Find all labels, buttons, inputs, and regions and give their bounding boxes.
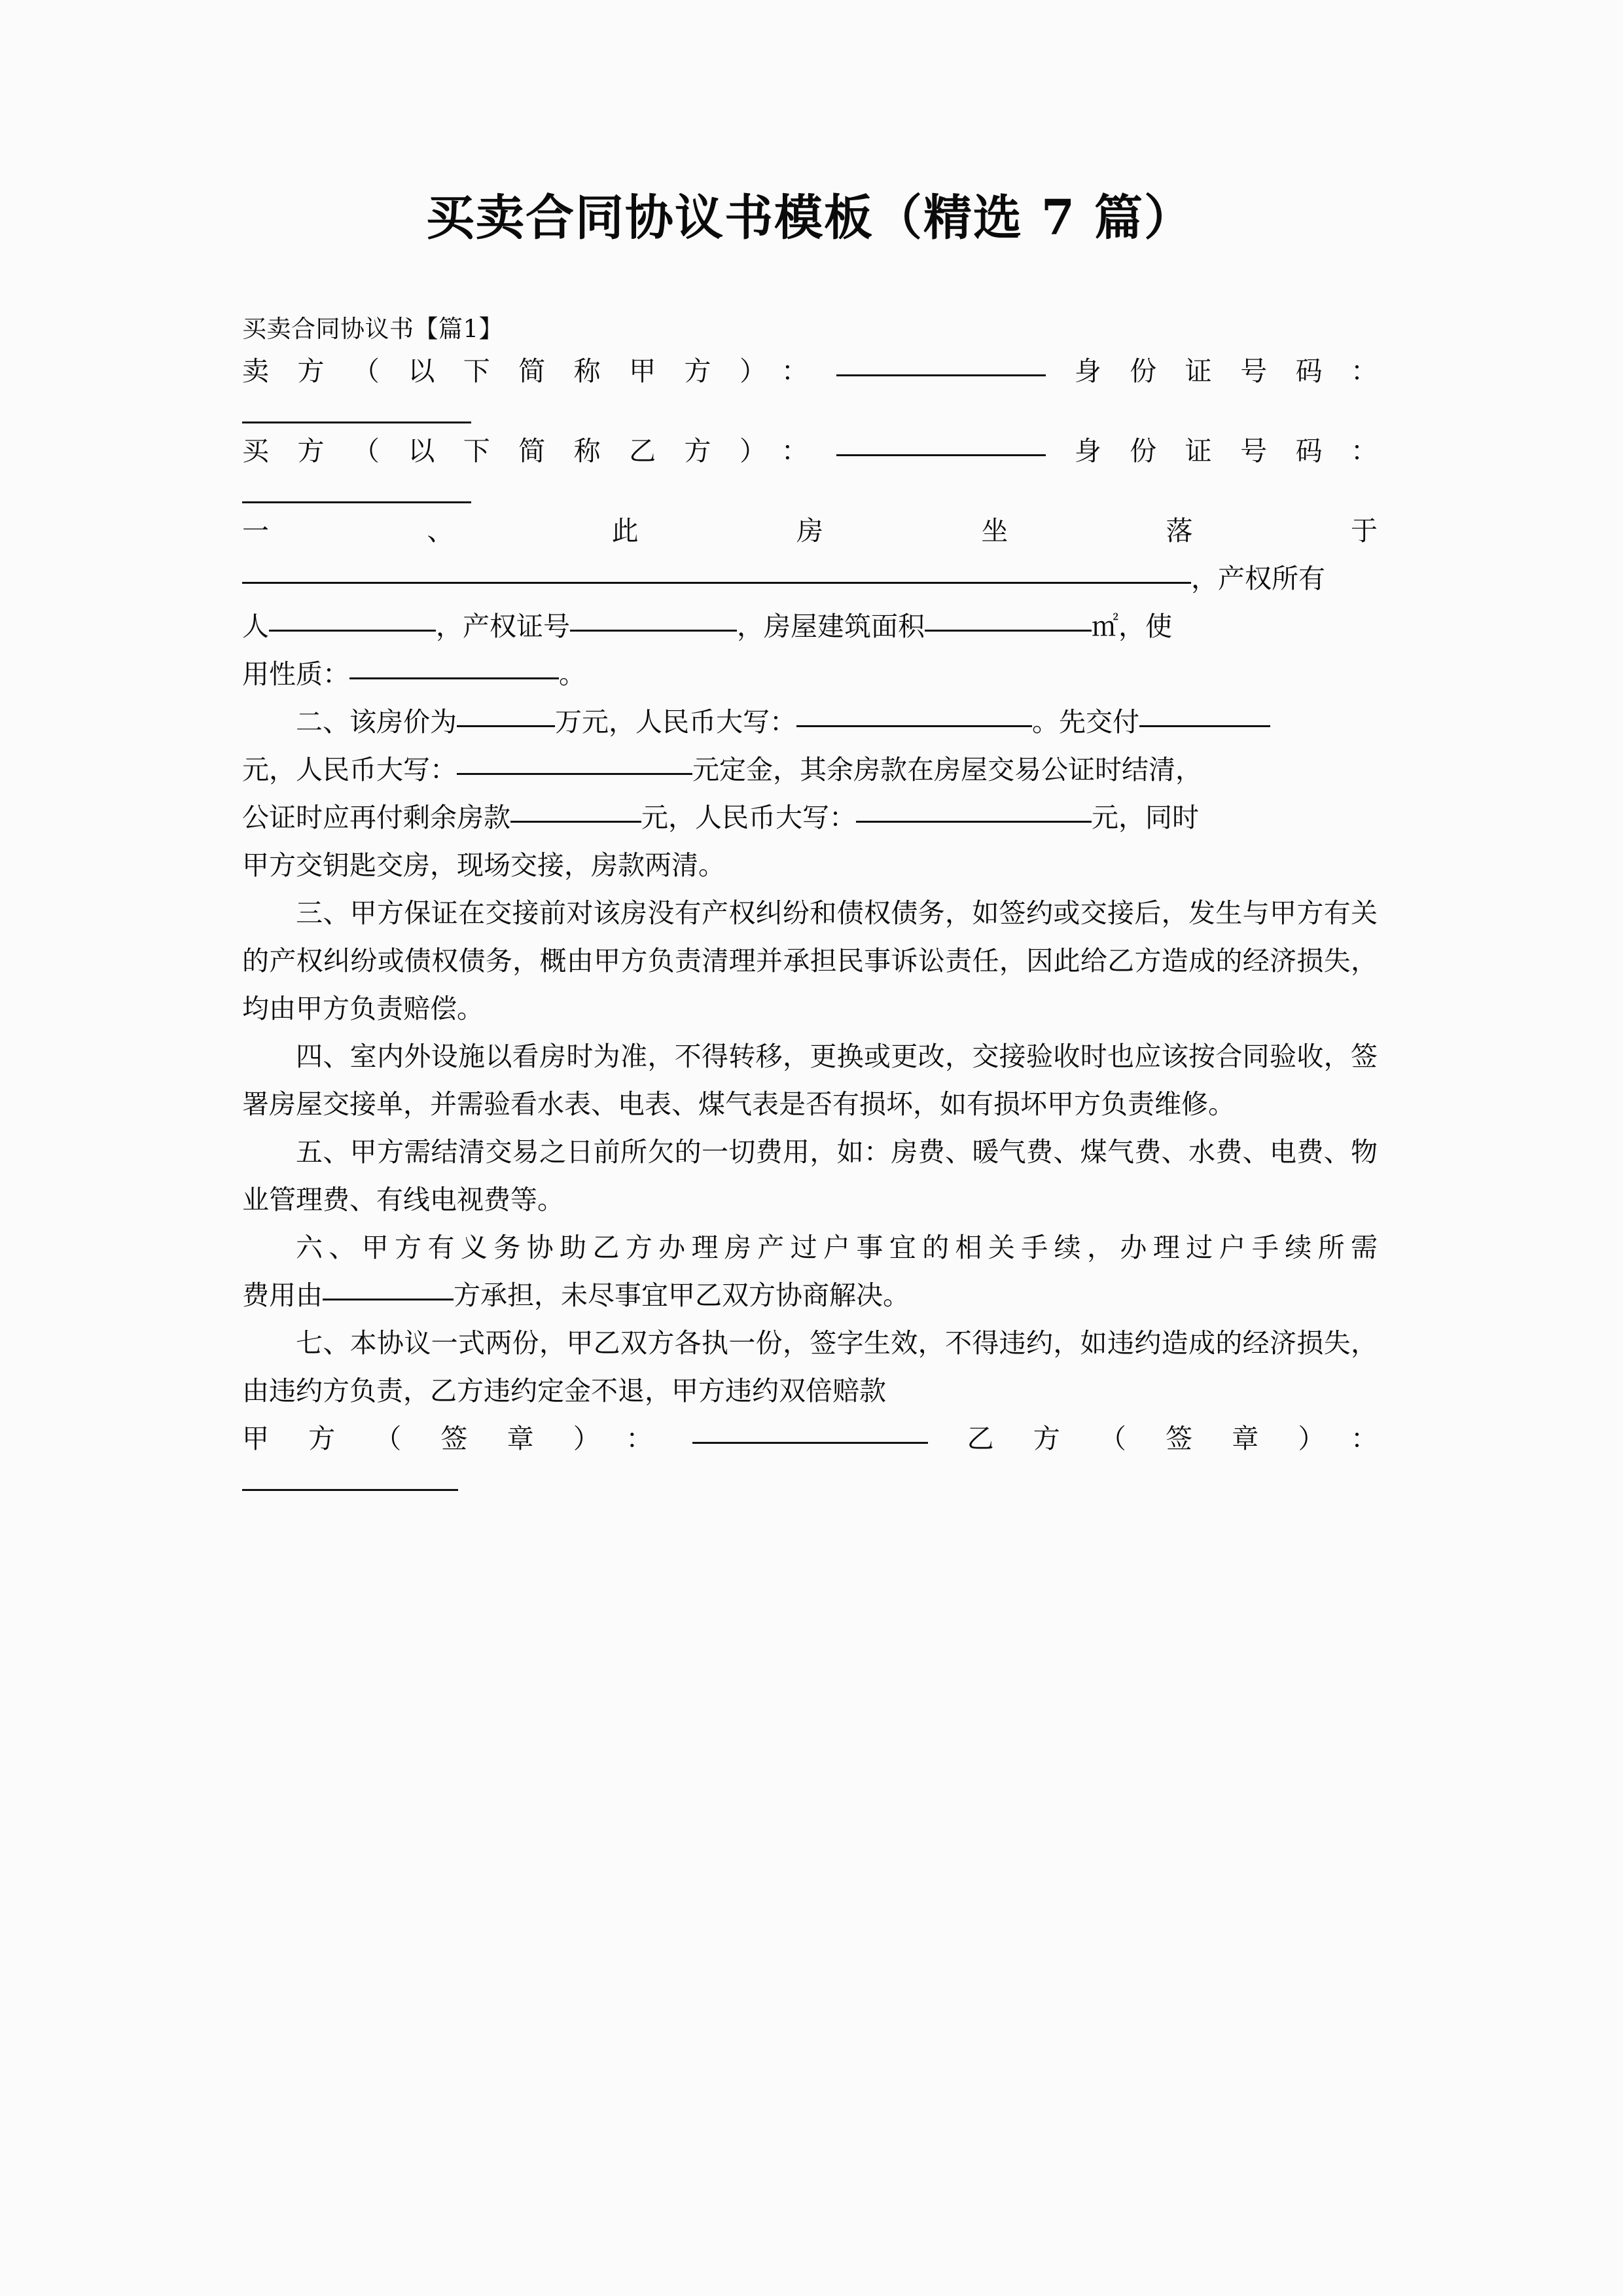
party-b-signature-blank[interactable] — [242, 1463, 458, 1491]
seller-name-blank[interactable] — [836, 352, 1046, 376]
property-address-blank[interactable] — [242, 560, 1191, 584]
clause-2-line-2 — [242, 746, 1378, 794]
clause-5: 五、甲方需结清交易之日前所欠的一切费用，如：房费、暖气费、煤气费、水费、电费、物业管理费、有线电视费等。 — [242, 1136, 1378, 1215]
document-content — [242, 0, 1378, 1491]
party-a-signature-blank[interactable] — [692, 1420, 928, 1444]
cert-no-label: ，产权证号 — [436, 610, 570, 642]
deposit-capital-blank[interactable] — [457, 751, 692, 775]
balance-amount-blank[interactable] — [510, 798, 641, 823]
balance-capital-blank[interactable] — [856, 798, 1092, 823]
party-a-signature-label: 甲方（签章）： — [242, 1422, 692, 1454]
seller-label: 卖方（以下简称甲方）： — [242, 355, 837, 387]
clause-2-balance-capital-label: 元，人民币大写： — [641, 801, 856, 833]
clause-2-capital-label: 万元，人民币大写： — [555, 706, 796, 738]
price-wan-blank[interactable] — [457, 703, 555, 727]
clause-1-usage-line — [242, 651, 1378, 698]
clause-1-owner-tail: ，使 — [1118, 610, 1172, 642]
clause-2-line-3-tail: 元，同时 — [1092, 801, 1199, 833]
clause-1-heading: 一、此房坐落于 — [242, 514, 1378, 547]
buyer-name-blank[interactable] — [836, 432, 1046, 456]
usage-label: 用性质： — [242, 658, 349, 690]
usage-blank[interactable] — [349, 655, 559, 679]
building-area-blank[interactable] — [925, 607, 1092, 632]
clause-7: 七、本协议一式两份，甲乙双方各执一份，签字生效，不得违约，如违约造成的经济损失，由违约方负责，乙方违约定金不退，甲方违约双倍赔款 — [242, 1327, 1378, 1407]
clause-1-address-line — [242, 555, 1378, 603]
cert-no-blank[interactable] — [570, 607, 737, 632]
seller-line — [242, 348, 1378, 395]
owner-label: 人 — [242, 610, 269, 642]
deposit-amount-blank[interactable] — [1139, 703, 1270, 727]
clause-3: 三、甲方保证在交接前对该房没有产权纠纷和债权债务，如签约或交接后，发生与甲方有关的产权纠纷或债权债务，概由甲方负责清理并承担民事诉讼责任，因此给乙方造成的经济损失，均由甲方负责赔偿。 — [242, 897, 1378, 1024]
clause-6-line-2 — [242, 1272, 1378, 1319]
section-sub-heading: 买卖合同协议书【篇1】 — [242, 315, 504, 344]
owner-name-blank[interactable] — [269, 607, 436, 632]
signature-line — [242, 1415, 1378, 1463]
buyer-id-blank[interactable] — [242, 475, 471, 503]
clause-2-price-label: 二、该房价为 — [296, 706, 457, 738]
clause-2-line-2-tail: 元定金，其余房款在房屋交易公证时结清， — [692, 753, 1202, 785]
clause-6-line-1: 六、甲方有义务协助乙方办理房产过户事宜的相关手续，办理过户手续所需 — [296, 1231, 1378, 1263]
clause-2-line-1 — [242, 698, 1378, 746]
buyer-label: 买方（以下简称乙方）： — [242, 435, 837, 467]
seller-id-blank[interactable] — [242, 395, 471, 423]
price-capital-blank[interactable] — [796, 703, 1032, 727]
clause-6-line-2-tail: 方承担，未尽事宜甲乙双方协商解决。 — [454, 1279, 910, 1311]
buyer-id-label: 身份证号码： — [1046, 435, 1378, 467]
clause-2-line-3 — [242, 794, 1378, 842]
clause-1-owner-line — [242, 603, 1378, 651]
clause-1-address-tail: ，产权所有 — [1191, 562, 1325, 594]
clause-2-prepay-label: 。先交付 — [1032, 706, 1139, 738]
clause-2-line-4: 甲方交钥匙交房，现场交接，房款两清。 — [242, 849, 725, 881]
clause-2-deposit-capital-label: 元，人民币大写： — [242, 753, 457, 785]
buyer-line — [242, 427, 1378, 475]
area-label: ，房屋建筑面积 — [737, 610, 925, 642]
page-title: 买卖合同协议书模板（精选 7 篇） — [425, 190, 1194, 246]
usage-period: 。 — [559, 658, 586, 690]
seller-id-label: 身份证号码： — [1046, 355, 1378, 387]
party-b-signature-label: 乙方（签章）： — [927, 1422, 1378, 1454]
area-unit: ㎡ — [1092, 610, 1118, 642]
clause-4: 四、室内外设施以看房时为准，不得转移，更换或更改，交接验收时也应该按合同验收，签署房屋交接单，并需验看水表、电表、煤气表是否有损坏，如有损坏甲方负责维修。 — [242, 1040, 1378, 1120]
clause-6-fee-label: 费用由 — [242, 1279, 323, 1311]
clause-2-balance-label: 公证时应再付剩余房款 — [242, 801, 510, 833]
fee-bearer-blank[interactable] — [323, 1276, 454, 1300]
